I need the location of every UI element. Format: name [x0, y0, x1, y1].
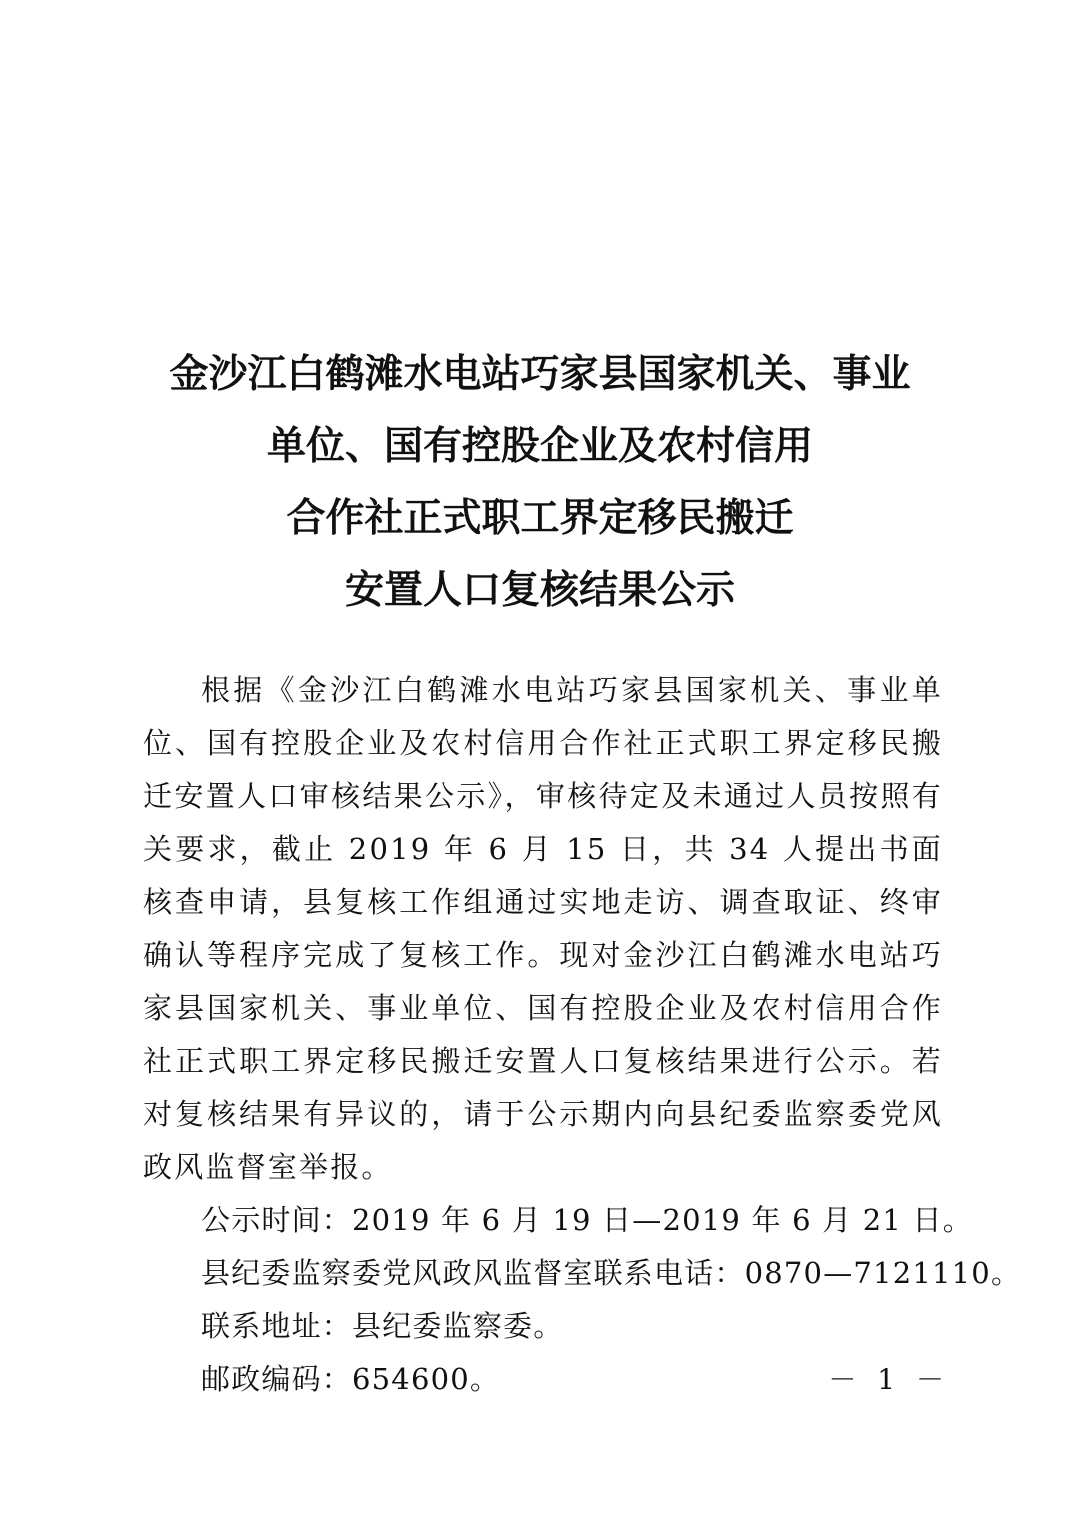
title-line-3: 合作社正式职工界定移民搬迁 — [286, 495, 794, 541]
contact-phone: 县纪委监察委党风政风监督室联系电话：0870—7121110。 — [201, 1256, 1022, 1290]
page-number: － 1 － — [828, 1363, 950, 1396]
body-paragraph: 根据《金沙江白鹤滩水电站巧家县国家机关、事业单位、国有控股企业及农村信用合作社正式职工界定移民搬迁安置人口审核结果公示》，审核待定及未通过人员按照有关要求，截止 2019 年 6 月 15 日，共 34 人提出书面核查申请，县复核工作组通过实地走访、调查取证、终审确认等程序完成了复核工作。现对金沙江白鹤滩水电站巧家县国家机关、事业单位、国有控股企业及农村信用合作社正式职工界定移民搬迁安置人口复核结果进行公示。若对复核结果有异议的，请于公示期内向县纪委监察委党风政风监督室举报。 — [143, 673, 943, 1184]
contact-address: 联系地址：县纪委监察委。 — [201, 1309, 564, 1343]
document-body — [143, 664, 1022, 1406]
document-title — [100, 338, 980, 626]
publicity-time: 公示时间：2019 年 6 月 19 日—2019 年 6 月 21 日。 — [201, 1203, 973, 1237]
title-line-1: 金沙江白鹤滩水电站巧家县国家机关、事业 — [169, 351, 911, 397]
title-line-4: 安置人口复核结果公示 — [344, 567, 735, 613]
title-line-2: 单位、国有控股企业及农村信用 — [266, 423, 813, 469]
postal-code: 邮政编码：654600。 — [201, 1362, 501, 1396]
